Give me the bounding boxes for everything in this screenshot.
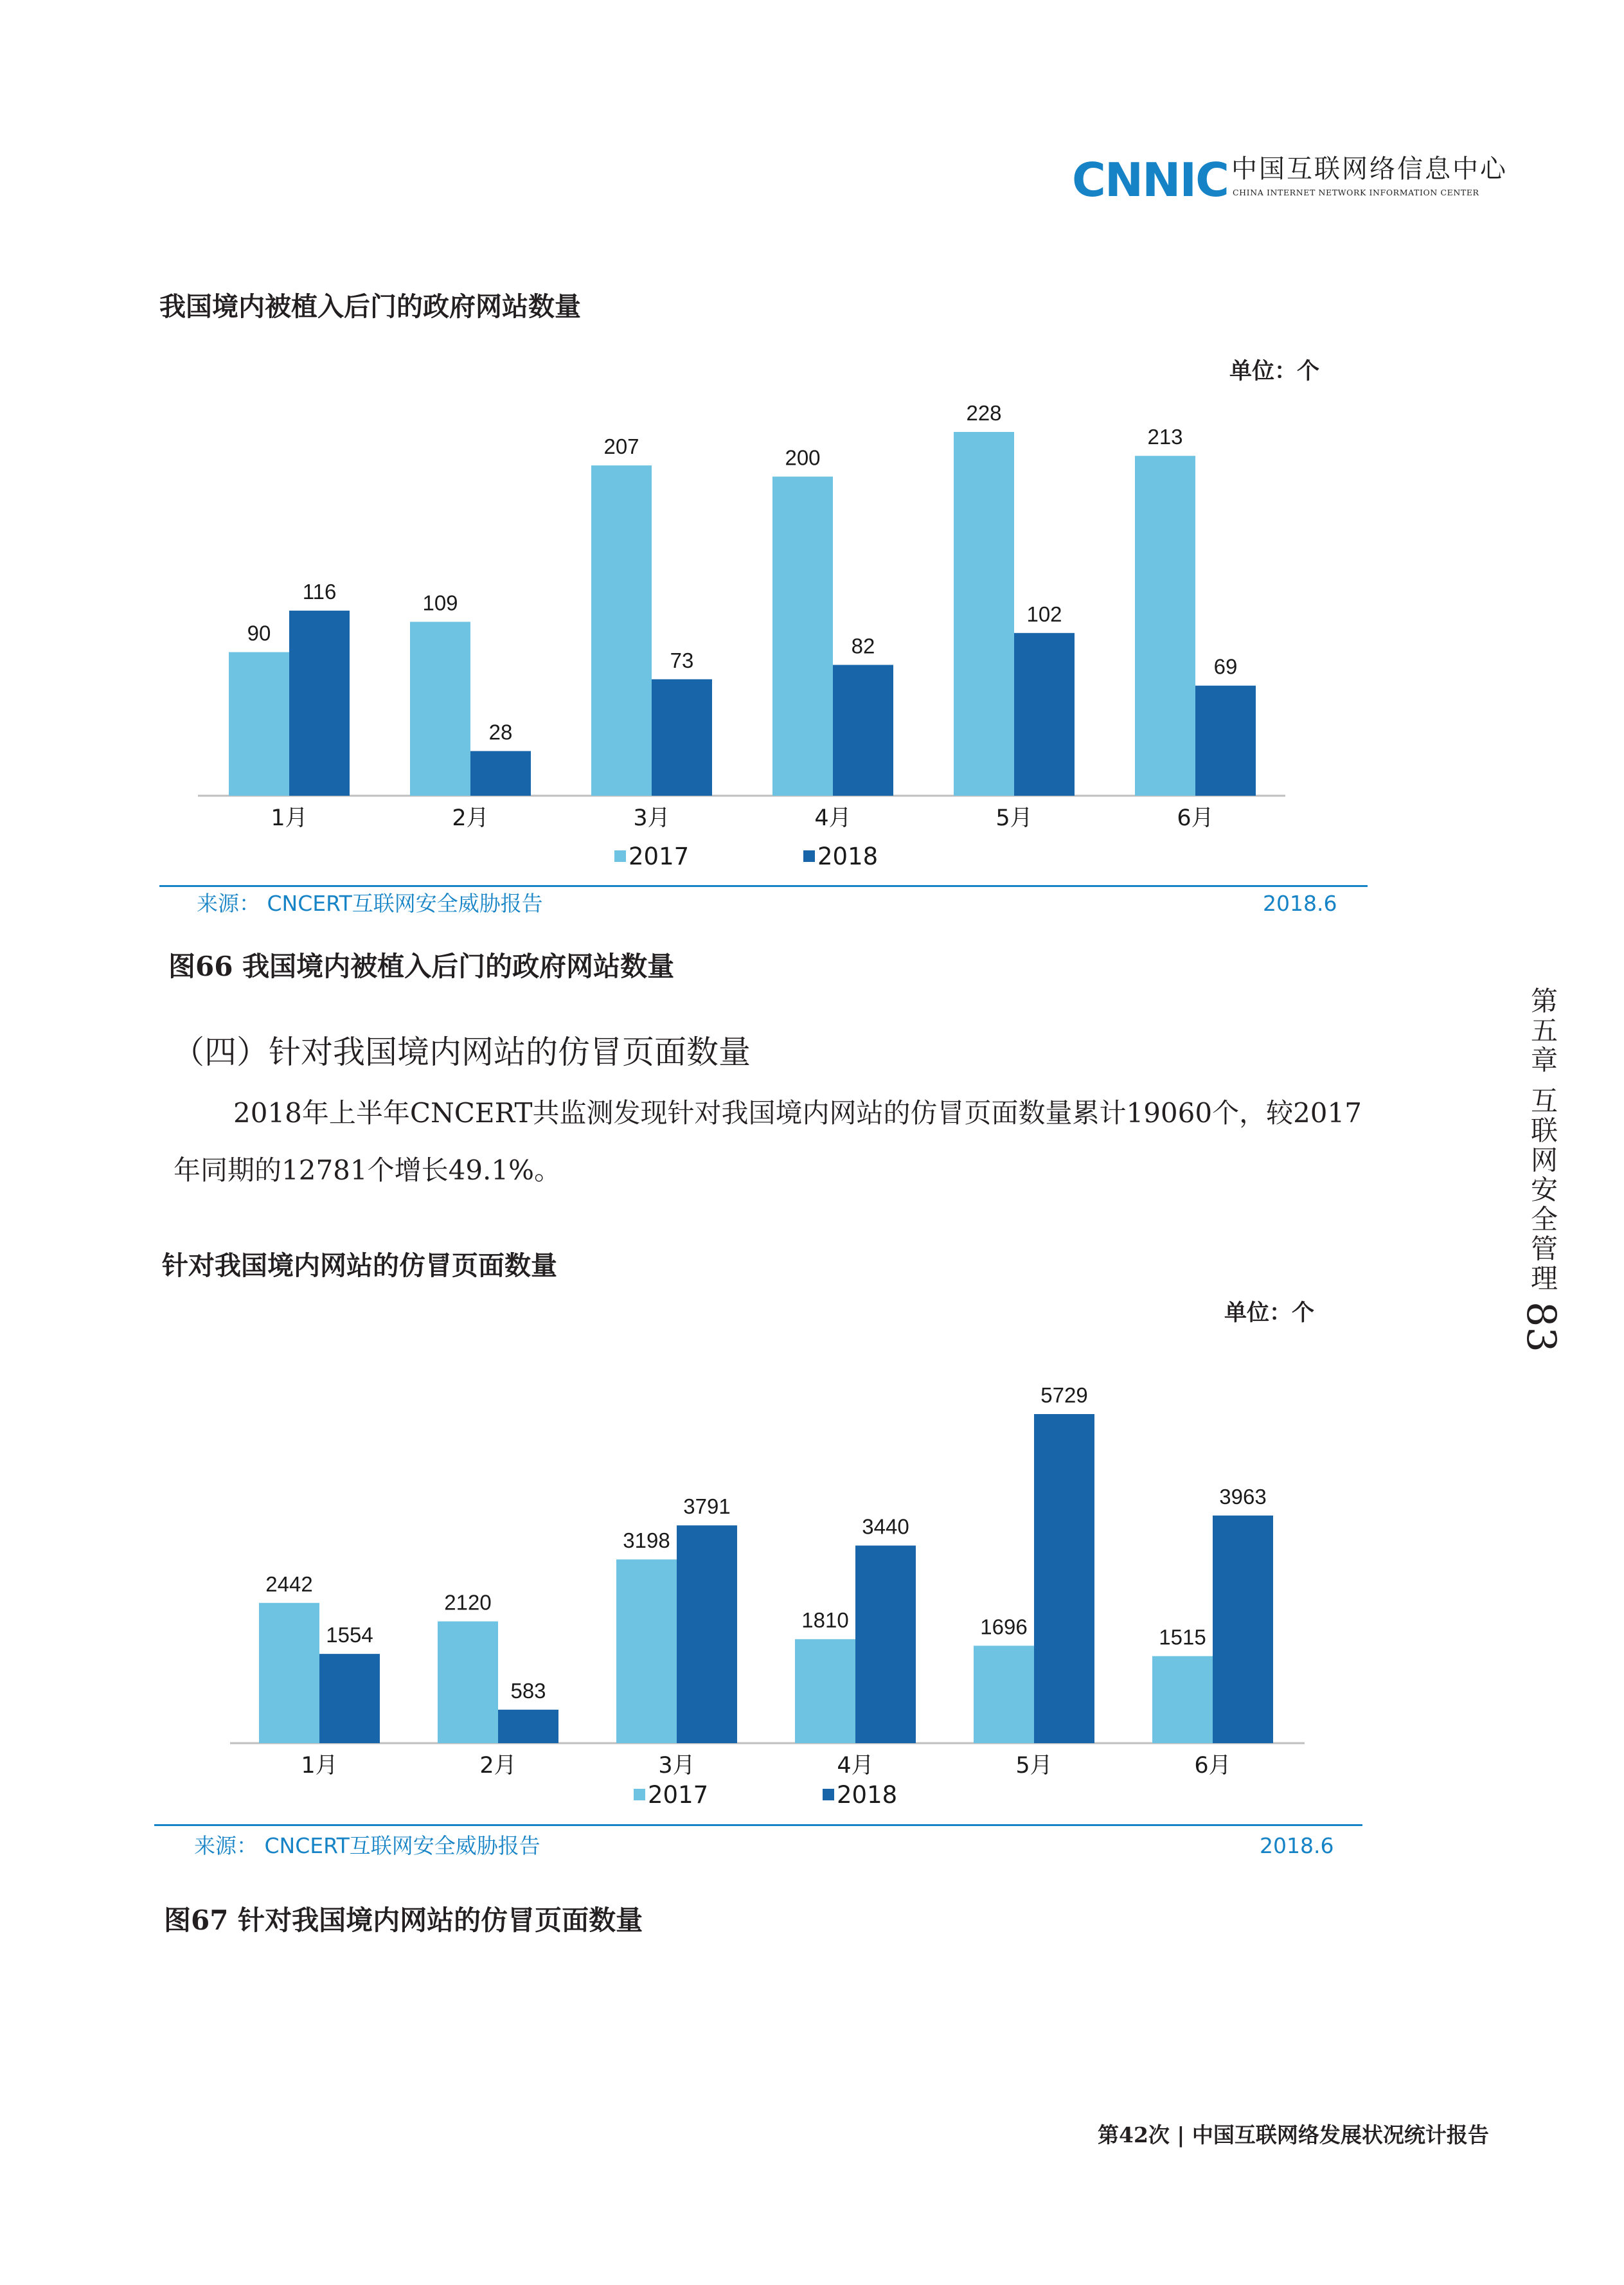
side-tab (1504, 987, 1565, 1359)
value-label-2018-4: 3440 (862, 1514, 909, 1539)
value-label-2018-5: 5729 (1040, 1383, 1088, 1407)
paragraph-line-1: 2018年上半年CNCERT共监测发现针对我国境内网站的仿冒页面数量累计19060个，较2017 (233, 1097, 1362, 1129)
footer-text: 第42次 | 中国互联网络发展状况统计报告 (1098, 2122, 1489, 2147)
chart1-unit: 单位：个 (1229, 359, 1320, 384)
section-title: （四）针对我国境内网站的仿冒页面数量 (172, 1034, 751, 1071)
value-label-2018-2: 583 (510, 1678, 546, 1703)
bar-2018-6 (1213, 1516, 1273, 1743)
chart2-date: 2018.6 (1260, 1833, 1334, 1858)
bar-2018-3 (677, 1525, 737, 1743)
bar-2018-6 (1195, 686, 1256, 796)
value-label-2017-6: 1515 (1159, 1625, 1206, 1649)
value-label-2017-6: 213 (1147, 425, 1183, 449)
value-label-2017-4: 1810 (801, 1608, 849, 1633)
legend-swatch-2018 (803, 850, 815, 862)
value-label-2017-2: 109 (422, 591, 458, 615)
value-label-2018-3: 3791 (683, 1494, 731, 1519)
value-label-2018-5: 102 (1026, 602, 1062, 626)
category-label-6: 6月 (1194, 1753, 1231, 1779)
legend-label-2017: 2017 (629, 843, 690, 870)
chart2-title: 针对我国境内网站的仿冒页面数量 (162, 1250, 557, 1281)
bar-2017-2 (438, 1622, 498, 1743)
value-label-2017-1: 90 (247, 621, 271, 645)
bar-2017-5 (954, 432, 1014, 796)
bar-2017-5 (974, 1645, 1034, 1743)
legend-swatch-2017 (614, 850, 626, 862)
category-label-5: 5月 (1015, 1753, 1053, 1779)
chart1-source: 来源： CNCERT互联网安全威胁报告 (197, 891, 543, 916)
category-label-3: 3月 (658, 1753, 695, 1779)
bar-2018-1 (319, 1654, 380, 1743)
value-label-2017-5: 228 (966, 401, 1002, 425)
category-label-6: 6月 (1177, 805, 1214, 831)
chart2-plot (230, 1383, 1305, 1809)
value-label-2017-1: 2442 (265, 1572, 313, 1596)
category-label-5: 5月 (995, 805, 1033, 831)
page-number: 83 (1518, 1302, 1565, 1352)
bar-2017-4 (772, 477, 833, 796)
paragraph-line-2: 年同期的12781个增长49.1%。 (174, 1154, 562, 1186)
category-label-2: 2月 (452, 805, 489, 831)
legend-swatch-2018 (823, 1789, 834, 1800)
chart2-source: 来源： CNCERT互联网安全威胁报告 (194, 1833, 540, 1858)
bar-2017-1 (229, 652, 289, 796)
value-label-2018-1: 116 (302, 580, 337, 604)
bar-2018-5 (1034, 1414, 1094, 1743)
legend-label-2018: 2018 (817, 843, 879, 870)
logo-cn-name: 中国互联网络信息中心 (1231, 154, 1508, 184)
category-label-1: 1月 (301, 1753, 338, 1779)
bar-2018-3 (652, 679, 712, 796)
value-label-2017-5: 1696 (980, 1615, 1028, 1639)
chapter-label: 第五章 互联网安全管理 (1527, 987, 1558, 1294)
bar-2017-2 (410, 622, 470, 796)
category-label-4: 4月 (814, 805, 852, 831)
bar-2017-6 (1135, 456, 1195, 796)
bar-2018-5 (1014, 633, 1075, 796)
bar-2018-4 (855, 1546, 916, 1743)
bar-2018-4 (833, 665, 893, 796)
legend-swatch-2017 (634, 1789, 645, 1800)
logo-en-name: CHINA INTERNET NETWORK INFORMATION CENTER (1233, 188, 1479, 197)
bar-2017-1 (259, 1603, 319, 1743)
legend-label-2018: 2018 (837, 1781, 898, 1809)
value-label-2018-4: 82 (851, 634, 875, 658)
chart2-unit: 单位：个 (1224, 1300, 1315, 1326)
chart2-source-rule (154, 1824, 1362, 1826)
value-label-2018-3: 73 (670, 648, 694, 672)
chart1-source-rule (159, 885, 1368, 887)
value-label-2017-4: 200 (785, 445, 821, 470)
bar-2018-2 (470, 751, 531, 796)
value-label-2018-6: 3963 (1219, 1484, 1267, 1509)
value-label-2018-2: 28 (488, 720, 513, 744)
chart1-title: 我国境内被植入后门的政府网站数量 (159, 291, 581, 322)
bar-2018-1 (289, 611, 350, 796)
value-label-2017-3: 3198 (623, 1528, 670, 1553)
chart1-caption: 图66 我国境内被植入后门的政府网站数量 (168, 951, 675, 982)
bar-2017-3 (616, 1559, 677, 1743)
logo-letters: CNNIC (1072, 153, 1228, 207)
value-label-2018-1: 1554 (326, 1623, 373, 1647)
category-label-4: 4月 (837, 1753, 874, 1779)
bar-2018-2 (498, 1710, 558, 1743)
chart1-plot (198, 401, 1285, 870)
bar-2017-6 (1152, 1656, 1213, 1743)
chart1-date: 2018.6 (1263, 891, 1337, 916)
legend-label-2017: 2017 (648, 1781, 709, 1809)
category-label-2: 2月 (479, 1753, 517, 1779)
category-label-3: 3月 (633, 805, 670, 831)
bar-2017-3 (591, 465, 652, 796)
value-label-2017-3: 207 (603, 435, 639, 459)
category-label-1: 1月 (271, 805, 308, 831)
value-label-2018-6: 69 (1213, 654, 1238, 679)
value-label-2017-2: 2120 (444, 1590, 492, 1615)
bar-2017-4 (795, 1639, 855, 1743)
chart2-caption: 图67 针对我国境内网站的仿冒页面数量 (164, 1904, 643, 1936)
